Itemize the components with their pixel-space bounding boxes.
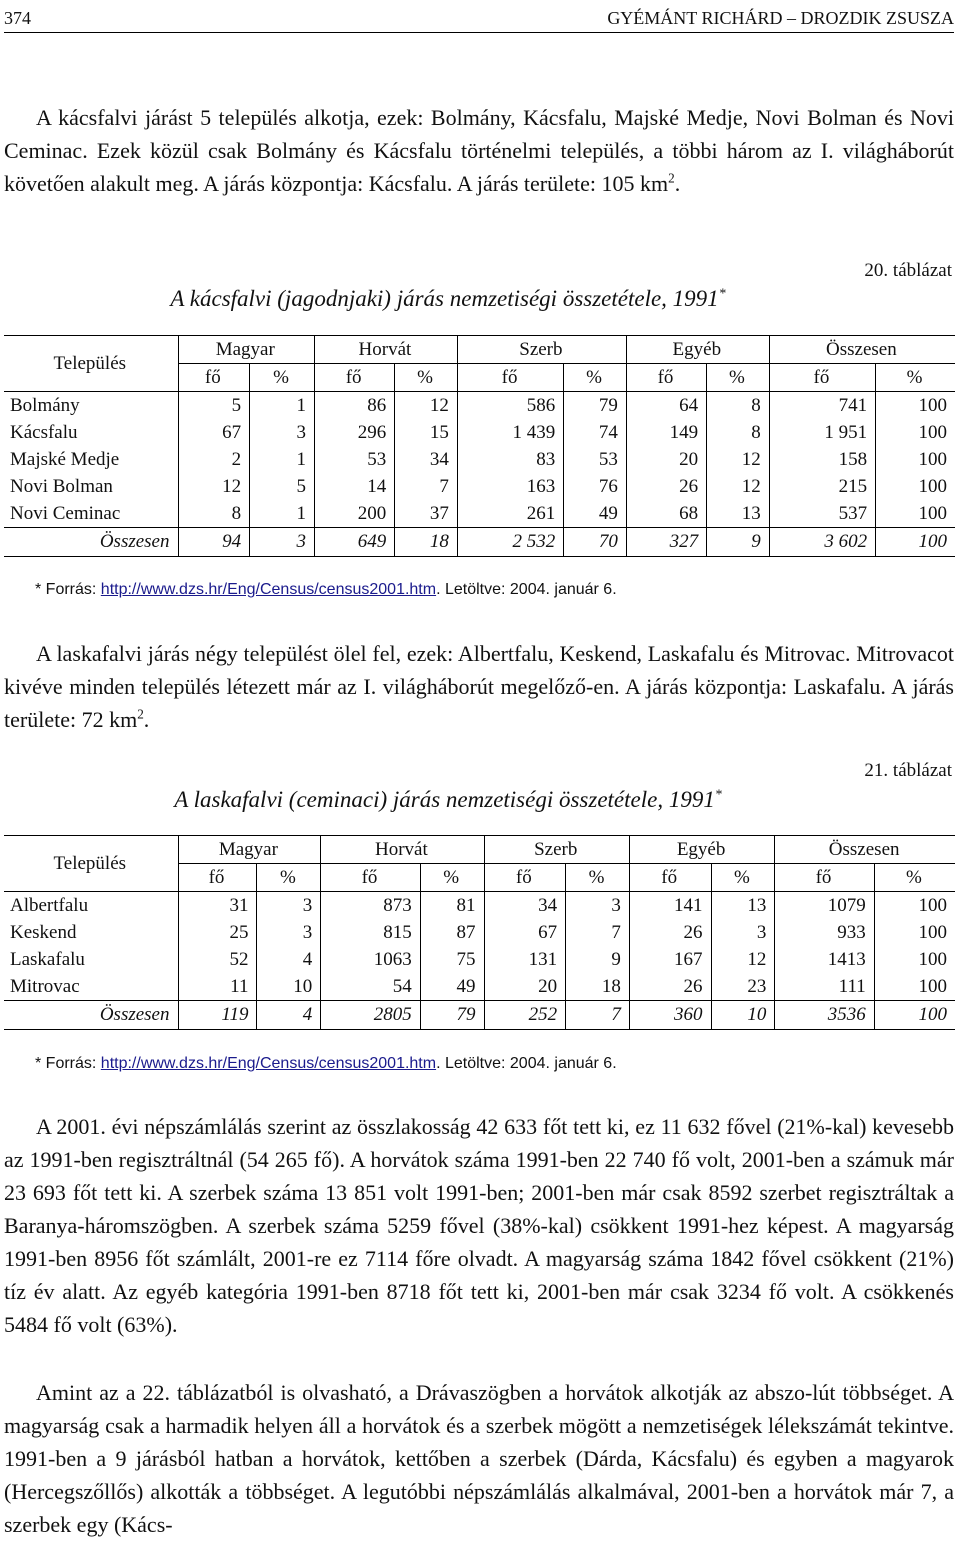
- cell-percent: 81: [420, 892, 484, 920]
- cell-percent: 8: [707, 419, 770, 446]
- unit-header-percent: %: [876, 364, 955, 392]
- table-row: [4, 392, 955, 420]
- unit-header-count: fő: [457, 364, 563, 392]
- table-20-title: [0, 286, 960, 312]
- cell-count: 67: [484, 919, 566, 946]
- cell-count: 215: [769, 473, 875, 500]
- superscript: 2: [137, 706, 144, 722]
- cell-count: 167: [629, 946, 711, 973]
- paragraph-kacsfalu-intro: [4, 101, 954, 200]
- source-suffix: . Letöltve: 2004. január 6.: [436, 1055, 617, 1072]
- cell-count: 26: [629, 973, 711, 1001]
- paragraph-end: .: [674, 171, 681, 196]
- cell-count: 1079: [775, 892, 874, 920]
- table-20: [4, 335, 955, 557]
- cell-percent: 15: [395, 419, 458, 446]
- cell-percent: 100: [874, 919, 955, 946]
- cell-count: 933: [775, 919, 874, 946]
- cell-percent: 100: [874, 892, 955, 920]
- table-20-source: [35, 581, 617, 599]
- unit-header-count: fő: [626, 364, 706, 392]
- table-21-title: [0, 787, 960, 813]
- cell-count: 296: [315, 419, 395, 446]
- table-title-text: A kácsfalvi (jagodnjaki) járás nemzetiségi összetétele, 1991: [170, 286, 719, 311]
- table-20-number: 20. táblázat: [864, 260, 952, 281]
- cell-count: 8: [178, 500, 250, 528]
- cell-count: 5: [178, 392, 250, 420]
- cell-count: 3 602: [769, 528, 875, 557]
- cell-count: 2: [178, 446, 250, 473]
- paragraph-census-2001: A 2001. évi népszámlálás szerint az összlakosság 42 633 főt tett ki, ez 11 632 fővel (21%-kal) kevesebb az 1991-ben regisztráltnál (54 265 fő). A horvátok száma 1991-ben 22 740 fő volt, 2001-ben a számuk már 23 693 főt tett ki. A szerbek száma 13 851 volt 1991-ben; 2001-ben már csak 8592 szerbet regisztráltak a Baranya-háromszögben. A szerbek száma 5259 fővel (38%-kal) csökkent 1991-hez képest. A magyarság 1991-ben 8956 főt számlált, 2001-re ez 7114 főre olvadt. A magyarság száma 1842 fővel csökkent (21%) tíz év alatt. Az egyéb kategória 1991-ben 8718 főt tett ki, 2001-ben már csak 3234 fő volt. A csökkenés 5484 fő volt (63%).: [4, 1114, 954, 1337]
- cell-count: 2805: [321, 1001, 420, 1030]
- cell-count: 649: [315, 528, 395, 557]
- cell-percent: 13: [707, 500, 770, 528]
- cell-count: 86: [315, 392, 395, 420]
- cell-count: 815: [321, 919, 420, 946]
- cell-percent: 1: [250, 446, 315, 473]
- column-header-settlement: Település: [4, 336, 178, 392]
- cell-count: 54: [321, 973, 420, 1001]
- settlement-name: Bolmány: [10, 394, 80, 416]
- cell-count: 327: [626, 528, 706, 557]
- cell-count: 261: [457, 500, 563, 528]
- cell-percent: 1: [250, 392, 315, 420]
- cell-count: 11: [178, 973, 257, 1001]
- settlement-name: Keskend: [10, 921, 77, 943]
- cell-count: 537: [769, 500, 875, 528]
- cell-percent: 13: [711, 892, 775, 920]
- cell-percent: 9: [707, 528, 770, 557]
- cell-count: 252: [484, 1001, 566, 1030]
- cell-percent: 100: [874, 973, 955, 1001]
- table-body: [4, 892, 955, 1030]
- unit-header-percent: %: [874, 864, 955, 892]
- settlement-name: Mitrovac: [10, 975, 80, 997]
- source-suffix: . Letöltve: 2004. január 6.: [436, 581, 617, 598]
- cell-percent: 12: [711, 946, 775, 973]
- cell-percent: 7: [395, 473, 458, 500]
- table-row: [4, 919, 955, 946]
- cell-percent: 9: [566, 946, 630, 973]
- source-link[interactable]: http://www.dzs.hr/Eng/Census/census2001.htm: [100, 581, 437, 598]
- table-row: [4, 973, 955, 1001]
- cell-count: 3536: [775, 1001, 874, 1030]
- cell-count: 83: [457, 446, 563, 473]
- page-number: 374: [4, 8, 31, 28]
- cell-percent: 100: [876, 528, 955, 557]
- settlement-name: Novi Bolman: [10, 475, 113, 497]
- cell-percent: 49: [420, 973, 484, 1001]
- table-21-number: 21. táblázat: [864, 760, 952, 781]
- cell-percent: 3: [257, 892, 321, 920]
- footnote-marker: *: [718, 285, 726, 301]
- cell-percent: 34: [395, 446, 458, 473]
- cell-percent: 3: [711, 919, 775, 946]
- cell-count: 25: [178, 919, 257, 946]
- unit-header-count: fő: [321, 864, 420, 892]
- total-label: Összesen: [4, 1001, 178, 1030]
- cell-percent: 49: [564, 500, 627, 528]
- cell-percent: 76: [564, 473, 627, 500]
- cell-percent: 7: [566, 919, 630, 946]
- cell-percent: 79: [420, 1001, 484, 1030]
- table-21-source: [35, 1055, 617, 1073]
- table-title-text: A laskafalvi (ceminaci) járás nemzetiségi összetétele, 1991: [174, 787, 715, 812]
- source-prefix: * Forrás:: [35, 1055, 101, 1072]
- cell-count: 34: [484, 892, 566, 920]
- unit-header-count: fő: [629, 864, 711, 892]
- column-group-horvat: Horvát: [321, 836, 484, 864]
- cell-count: 158: [769, 446, 875, 473]
- cell-percent: 100: [876, 446, 955, 473]
- cell-count: 111: [775, 973, 874, 1001]
- cell-percent: 37: [395, 500, 458, 528]
- unit-header-percent: %: [250, 364, 315, 392]
- cell-percent: 87: [420, 919, 484, 946]
- unit-header-count: fő: [178, 364, 250, 392]
- column-group-osszesen: Összesen: [775, 836, 955, 864]
- cell-count: 1 439: [457, 419, 563, 446]
- cell-percent: 5: [250, 473, 315, 500]
- cell-percent: 12: [707, 473, 770, 500]
- cell-count: 2 532: [457, 528, 563, 557]
- column-group-egyeb: Egyéb: [629, 836, 774, 864]
- running-header: [4, 4, 954, 33]
- settlement-name: Kácsfalu: [10, 421, 78, 443]
- unit-header-percent: %: [566, 864, 630, 892]
- cell-count: 12: [178, 473, 250, 500]
- cell-percent: 100: [876, 419, 955, 446]
- cell-percent: 12: [707, 446, 770, 473]
- total-label: Összesen: [4, 528, 178, 557]
- cell-percent: 10: [711, 1001, 775, 1030]
- cell-percent: 1: [250, 500, 315, 528]
- table-row: [4, 892, 955, 920]
- column-header-settlement: Település: [4, 836, 178, 892]
- unit-header-percent: %: [707, 364, 770, 392]
- cell-percent: 100: [876, 500, 955, 528]
- column-group-szerb: Szerb: [484, 836, 629, 864]
- cell-percent: 3: [250, 419, 315, 446]
- cell-percent: 100: [874, 1001, 955, 1030]
- source-link[interactable]: http://www.dzs.hr/Eng/Census/census2001.htm: [100, 1055, 437, 1072]
- footnote-marker: *: [714, 786, 722, 802]
- table-row: [4, 473, 955, 500]
- table-row: [4, 419, 955, 446]
- cell-count: 14: [315, 473, 395, 500]
- cell-percent: 79: [564, 392, 627, 420]
- table-header-groups: [4, 836, 955, 864]
- cell-count: 1063: [321, 946, 420, 973]
- cell-count: 163: [457, 473, 563, 500]
- cell-percent: 75: [420, 946, 484, 973]
- cell-count: 26: [629, 919, 711, 946]
- table-row: [4, 500, 955, 528]
- cell-percent: 23: [711, 973, 775, 1001]
- cell-percent: 100: [876, 392, 955, 420]
- cell-percent: 100: [876, 473, 955, 500]
- unit-header-count: fő: [769, 364, 875, 392]
- column-group-osszesen: Összesen: [769, 336, 955, 364]
- cell-count: 149: [626, 419, 706, 446]
- unit-header-count: fő: [315, 364, 395, 392]
- cell-count: 1413: [775, 946, 874, 973]
- table-row: [4, 946, 955, 973]
- cell-count: 586: [457, 392, 563, 420]
- cell-count: 360: [629, 1001, 711, 1030]
- unit-header-count: fő: [775, 864, 874, 892]
- cell-percent: 3: [250, 528, 315, 557]
- cell-count: 67: [178, 419, 250, 446]
- settlement-name: Laskafalu: [10, 948, 85, 970]
- paragraph-end: .: [143, 707, 150, 732]
- cell-count: 68: [626, 500, 706, 528]
- header-authors: GYÉMÁNT RICHÁRD – DROZDIK ZSUSZA: [607, 8, 954, 28]
- cell-count: 741: [769, 392, 875, 420]
- cell-count: 20: [484, 973, 566, 1001]
- cell-percent: 18: [395, 528, 458, 557]
- unit-header-percent: %: [395, 364, 458, 392]
- unit-header-percent: %: [711, 864, 775, 892]
- cell-count: 94: [178, 528, 250, 557]
- cell-percent: 100: [874, 946, 955, 973]
- cell-count: 26: [626, 473, 706, 500]
- paragraph-text: A kácsfalvi járást 5 település alkotja, ezek: Bolmány, Kácsfalu, Majské Medje, Novi Bolman és Novi Ceminac. Ezek közül csak Bolmány és Kácsfalu történelmi település, a többi három az I. világháborút követően alakult meg. A járás központja: Kácsfalu. A járás területe: 105 km: [4, 105, 954, 196]
- cell-percent: 18: [566, 973, 630, 1001]
- cell-count: 31: [178, 892, 257, 920]
- paragraph-laskafalu-intro: [4, 637, 954, 736]
- column-group-egyeb: Egyéb: [626, 336, 769, 364]
- cell-count: 53: [315, 446, 395, 473]
- table-row: [4, 446, 955, 473]
- table-body: [4, 392, 955, 557]
- unit-header-count: fő: [484, 864, 566, 892]
- table-21: [4, 835, 955, 1030]
- cell-percent: 3: [566, 892, 630, 920]
- cell-percent: 4: [257, 946, 321, 973]
- cell-count: 1 951: [769, 419, 875, 446]
- cell-count: 141: [629, 892, 711, 920]
- cell-count: 20: [626, 446, 706, 473]
- cell-count: 131: [484, 946, 566, 973]
- paragraph-text: A laskafalvi járás négy települést ölel fel, ezek: Albertfalu, Keskend, Laskafalu és Mitrovac. Mitrovacot kivéve minden település létezett már az I. világháborút megelőző-en. A járás központja: Laskafalu. A járás területe: 72 km: [4, 641, 954, 732]
- paragraph-dravaszog-majority: Amint az a 22. táblázatból is olvasható, a Drávaszögben a horvátok alkotják az abszo-lút többséget. A magyarság csak a harmadik helyen áll a horvátok és a szerbek mögött a nemzetiségek lélekszámát tekintve. 1991-ben a 9 járásból hatban a horvátok, kettőben a szerbek (Dárda, Kácsfalu) és egyben a magyarok (Hercegszőllős) alkották a többséget. A legutóbbi népszámlálás alkalmával, 2001-ben a horvátok már 7, a szerbek egy (Kács-: [4, 1380, 954, 1537]
- unit-header-percent: %: [564, 364, 627, 392]
- settlement-name: Majské Medje: [10, 448, 120, 470]
- settlement-name: Novi Ceminac: [10, 502, 121, 524]
- cell-percent: 3: [257, 919, 321, 946]
- cell-count: 64: [626, 392, 706, 420]
- cell-percent: 53: [564, 446, 627, 473]
- column-group-horvat: Horvát: [315, 336, 458, 364]
- cell-percent: 8: [707, 392, 770, 420]
- table-total-row: [4, 528, 955, 557]
- column-group-magyar: Magyar: [178, 836, 321, 864]
- cell-percent: 4: [257, 1001, 321, 1030]
- column-group-szerb: Szerb: [457, 336, 626, 364]
- cell-percent: 74: [564, 419, 627, 446]
- superscript: 2: [668, 170, 675, 186]
- unit-header-percent: %: [420, 864, 484, 892]
- cell-count: 873: [321, 892, 420, 920]
- unit-header-count: fő: [178, 864, 257, 892]
- cell-percent: 12: [395, 392, 458, 420]
- cell-count: 200: [315, 500, 395, 528]
- cell-percent: 70: [564, 528, 627, 557]
- cell-percent: 7: [566, 1001, 630, 1030]
- column-group-magyar: Magyar: [178, 336, 315, 364]
- table-header-groups: [4, 336, 955, 364]
- table-total-row: [4, 1001, 955, 1030]
- settlement-name: Albertfalu: [10, 894, 89, 916]
- cell-count: 119: [178, 1001, 257, 1030]
- cell-percent: 10: [257, 973, 321, 1001]
- unit-header-percent: %: [257, 864, 321, 892]
- source-prefix: * Forrás:: [35, 581, 101, 598]
- cell-count: 52: [178, 946, 257, 973]
